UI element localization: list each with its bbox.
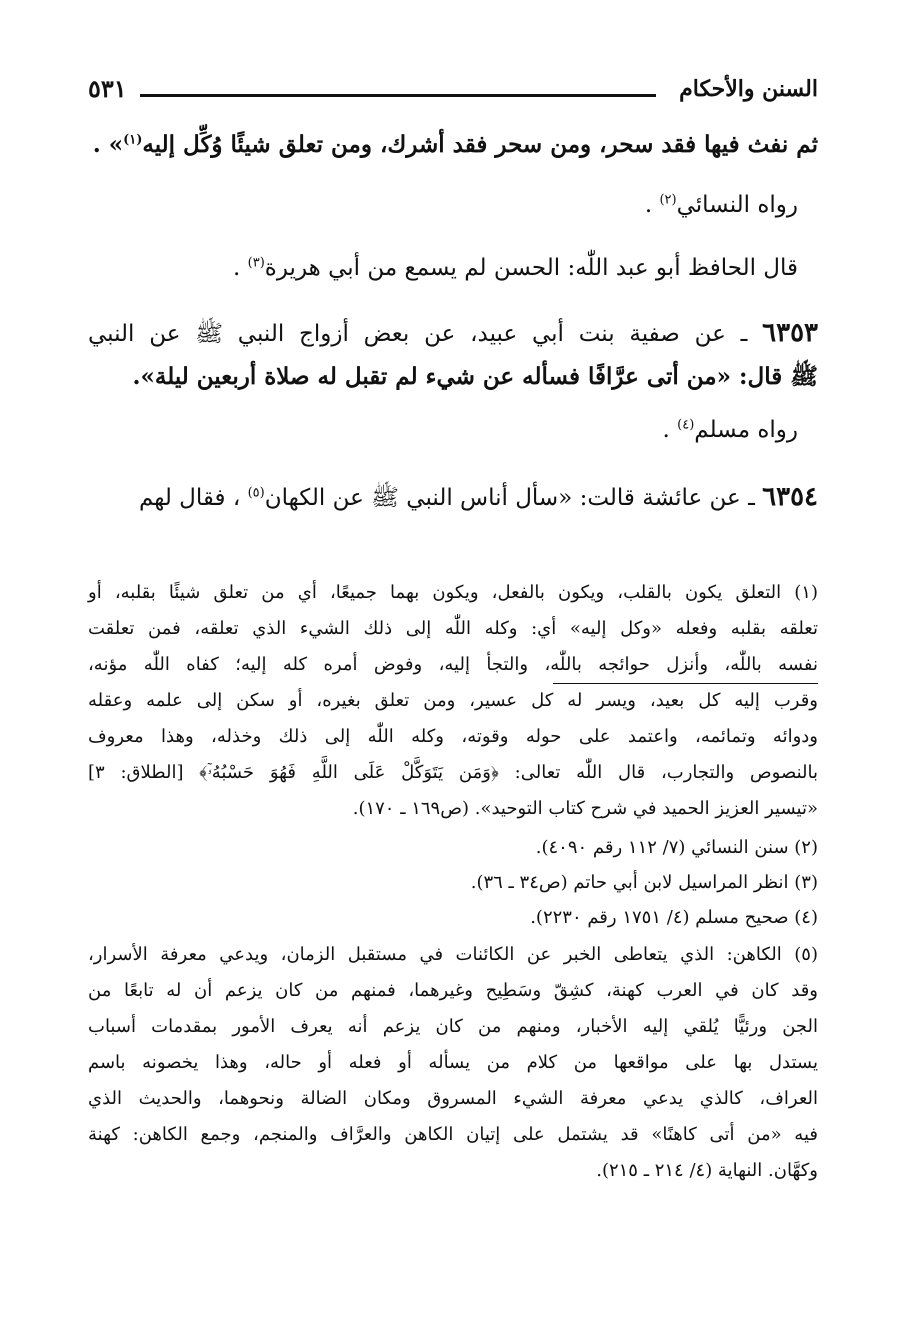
hadith-6353-text-1: ـ عن صفية بنت أبي عبيد، عن بعض أزواج النبي ﷺ عن النبي bbox=[88, 321, 763, 347]
footnote-ref-4: (٤) bbox=[677, 417, 695, 433]
footnote-1-line-4: وقرب إليه كل بعيد، ويسر له كل عسير، ومن تعلق بغيره، أو سكن إلى علمه وعقله bbox=[88, 690, 818, 711]
hafiz-note-end: . bbox=[233, 255, 248, 281]
footnote-2: (٢) سنن النسائي (٧/ ١١٢ رقم ٤٠٩٠). bbox=[535, 837, 818, 858]
footnote-5-line-5: العراف، كالذي يدعي معرفة الشيء المسروق ومكان الضالة ونحوهما، والحديث الذي bbox=[88, 1088, 818, 1109]
narrator-nasai-text: رواه النسائي bbox=[676, 192, 798, 218]
footnote-5-line-1: (٥) الكاهن: الذي يتعاطى الخبر عن الكائنات في مستقبل الزمان، ويدعي معرفة الأسرار، bbox=[88, 944, 818, 965]
hafiz-note-text: قال الحافظ أبو عبد اللّٰه: الحسن لم يسمع من أبي هريرة bbox=[264, 255, 798, 281]
footnote-1-line-5: ودوائه وتمائمه، واعتمد على حوله وقوته، وكله اللّٰه إلى ذلك وخذله، وهذا معروف bbox=[88, 726, 818, 747]
footnote-1-line-1: (١) التعلق يكون بالقلب، ويكون بالفعل، ويكون بهما جميعًا، أي من تعلق شيئًا بقلبه، أو bbox=[88, 582, 818, 603]
footnote-ref-5: (٥) bbox=[247, 485, 265, 501]
narrator-muslim-text: رواه مسلم bbox=[694, 417, 798, 443]
hadith-6354-line-1 bbox=[139, 480, 818, 515]
footnote-5-line-4: يستدل بها على مواقعها من كلام من يسأله أو فعله أو حاله، وهذا يخصونه باسم bbox=[88, 1052, 818, 1073]
hadith-number-6353: ٦٣٥٣ bbox=[762, 318, 818, 348]
narrator-muslim bbox=[663, 413, 799, 447]
page-number: ٥٣١ bbox=[88, 74, 127, 103]
narrator-muslim-end: . bbox=[662, 417, 678, 443]
hadith-number-6354: ٦٣٥٤ bbox=[762, 482, 818, 512]
footnote-1-line-3: نفسه باللّٰه، وأنزل حوائجه باللّٰه، والتجأ إليه، وفوض أمره كله إليه؛ كفاه اللّٰه مؤنه، bbox=[88, 654, 818, 675]
narrator-nasai-end: . bbox=[644, 192, 660, 218]
narrator-nasai bbox=[645, 188, 798, 222]
footnote-5-line-6: فيه «من أتى كاهنًا» قد يشتمل على إتيان الكاهن والعرَّاف والمنجم، وجمع الكاهن: كهنة bbox=[88, 1124, 818, 1145]
footnote-5-line-7: وكهَّان. النهاية (٤/ ٢١٤ ـ ٢١٥). bbox=[596, 1160, 818, 1181]
footnote-separator bbox=[553, 683, 818, 684]
hafiz-note bbox=[233, 251, 798, 285]
footnote-ref-1: (١) bbox=[123, 132, 143, 148]
hadith-6354-end: ، فقال لهم bbox=[138, 485, 248, 511]
footnote-5-line-2: وقد كان في العرب كهنة، كشِقّ وسَطِيح وغيرهما، فمنهم من كان يزعم أن له تابعًا من bbox=[88, 980, 818, 1001]
hadith-6353-line-2 bbox=[133, 360, 818, 394]
footnote-ref-3: (٣) bbox=[247, 255, 265, 271]
hadith-6353-text-2: ﷺ قال: «من أتى عرَّافًا فسأله عن شيء لم تقبل له صلاة أربعين ليلة». bbox=[132, 363, 818, 390]
page-header bbox=[88, 72, 818, 112]
footnote-ref-2: (٢) bbox=[659, 192, 677, 208]
hadith-6354-text-1: ـ عن عائشة قالت: «سأل أناس النبي ﷺ عن الكهان bbox=[264, 485, 763, 511]
footnote-1-line-7: «تيسير العزيز الحميد في شرح كتاب التوحيد». (ص١٦٩ ـ ١٧٠). bbox=[352, 798, 818, 819]
text-line-1-body: ثم نفث فيها فقد سحر، ومن سحر فقد أشرك، ومن تعلق شيئًا وُكِّل إليه bbox=[142, 131, 818, 158]
hadith-6353-line-1 bbox=[88, 316, 818, 351]
running-title: السنن والأحكام bbox=[679, 76, 818, 102]
text-line-1-end: » . bbox=[92, 131, 124, 158]
footnote-5-line-3: الجن ورئيًّا يُلقي إليه الأخبار، ومنهم من كان يزعم أنه يعرف الأمور بمقدمات أسباب bbox=[88, 1016, 818, 1037]
header-rule bbox=[140, 94, 656, 97]
footnote-4: (٤) صحيح مسلم (٤/ ١٧٥١ رقم ٢٢٣٠). bbox=[530, 907, 818, 928]
footnote-3: (٣) انظر المراسيل لابن أبي حاتم (ص٣٤ ـ ٣٦). bbox=[470, 872, 818, 893]
footnote-1-line-6: بالنصوص والتجارب، قال اللّٰه تعالى: ﴿وَمَن يَتَوَكَّلْ عَلَى اللَّهِ فَهُوَ حَسْبُهُۥٓ﴾ [الطلاق: ٣] bbox=[88, 762, 818, 783]
text-line-1 bbox=[93, 128, 818, 162]
footnote-1-line-2: تعلقه بقلبه وفعله «وكل إليه» أي: وكله اللّٰه إلى ذلك الشيء الذي تعلقه، فمن تعلقت bbox=[88, 618, 818, 639]
